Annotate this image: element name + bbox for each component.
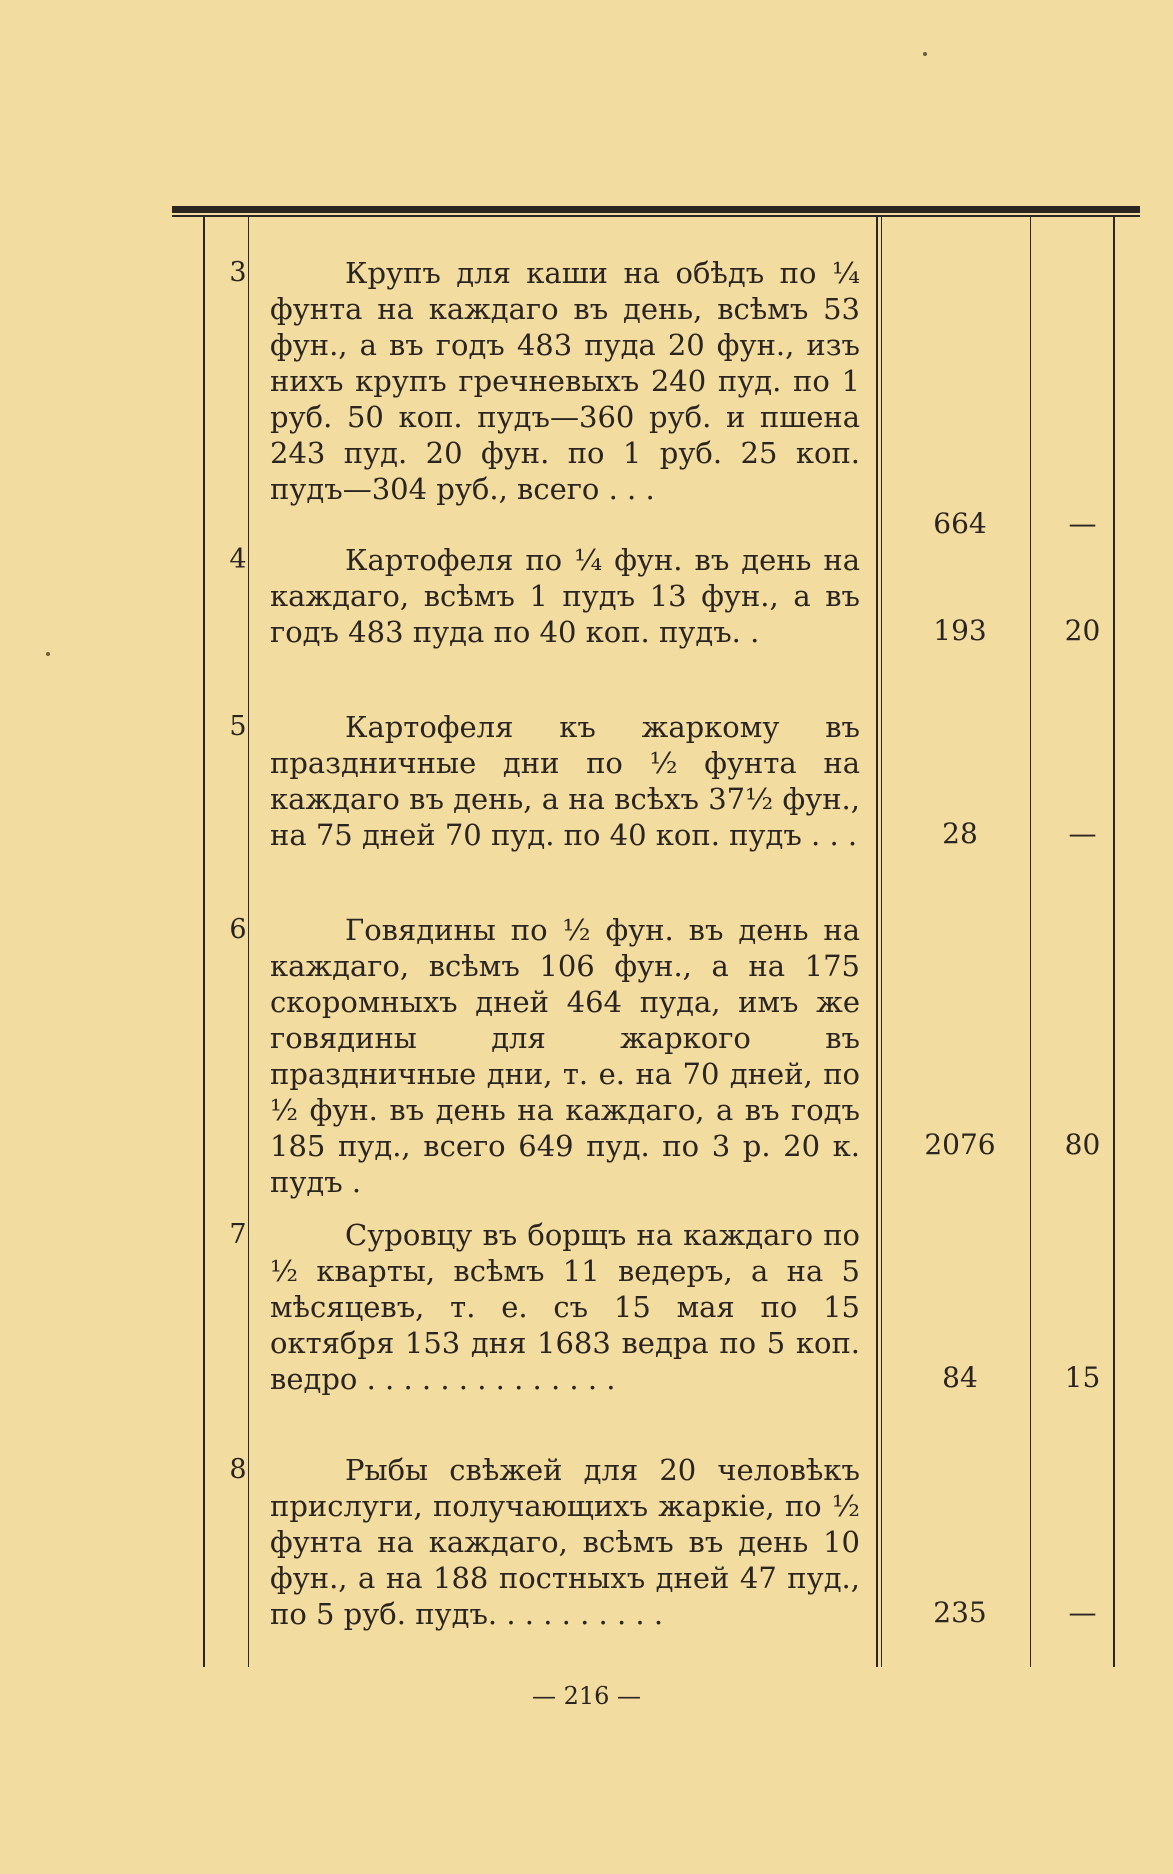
row-kopecks: — — [1068, 817, 1097, 850]
paper-speck — [46, 652, 50, 656]
expense-table — [205, 217, 1135, 1667]
row-number: 3 — [229, 257, 247, 288]
row-kopecks: 80 — [1064, 1128, 1101, 1161]
row-rubles: 235 — [933, 1596, 987, 1629]
row-rubles: 193 — [933, 614, 987, 647]
row-number: 7 — [229, 1219, 247, 1250]
row-text: Картофеля къ жаркому въ праздничные дни по ½ фунта на каждаго въ день, а на всѣхъ 37½ фун., на 75 дней 70 пуд. по 40 коп. пудъ . . . — [270, 710, 860, 852]
page-number: — 216 — — [531, 1682, 642, 1710]
row-rubles: 84 — [942, 1361, 978, 1394]
row-kopecks: 20 — [1064, 614, 1101, 647]
table-top-rule — [172, 206, 1140, 213]
row-rubles: 664 — [933, 507, 987, 540]
row-number: 5 — [229, 711, 247, 742]
row-kopecks: — — [1068, 1596, 1097, 1629]
row-text: Суровцу въ борщъ на каждаго по ½ кварты, всѣмъ 11 ведеръ, а на 5 мѣсяцевъ, т. е. съ 15 мая по 15 октября 153 дня 1683 ведра по 5 коп. ведро . . . . . . . . . . . . . . — [270, 1218, 860, 1396]
row-rubles: 28 — [942, 817, 978, 850]
row-kopecks: — — [1068, 507, 1097, 540]
row-number: 4 — [229, 544, 247, 575]
paper-speck — [923, 52, 927, 56]
row-rubles: 2076 — [924, 1128, 996, 1161]
row-number: 8 — [229, 1454, 247, 1485]
row-text: Говядины по ½ фун. въ день на каждаго, всѣмъ 106 фун., а на 175 скоромныхъ дней 464 пуда, имъ же говядины для жаркого въ праздничные дни, т. е. на 70 дней, по ½ фун. въ день на каждаго, а въ годъ 185 пуд., всего 649 пуд. по 3 р. 20 к. пудъ . — [270, 913, 860, 1199]
row-text: Рыбы свѣжей для 20 человѣкъ прислуги, получающихъ жаркіе, по ½ фунта на каждаго, всѣмъ въ день 10 фун., а на 188 постныхъ дней 47 пуд., по 5 руб. пудъ. . . . . . . . . . — [270, 1453, 860, 1631]
row-text: Крупъ для каши на обѣдъ по ¼ фунта на каждаго въ день, всѣмъ 53 фун., а въ годъ 483 пуда 20 фун., изъ нихъ крупъ гречневыхъ 240 пуд. по 1 руб. 50 коп. пудъ—360 руб. и пшена 243 пуд. 20 фун. по 1 руб. 25 коп. пудъ—304 руб., всего . . . — [270, 256, 860, 506]
row-number: 6 — [229, 914, 247, 945]
row-kopecks: 15 — [1064, 1361, 1101, 1394]
row-text: Картофеля по ¼ фун. въ день на каждаго, всѣмъ 1 пудъ 13 фун., а въ годъ 483 пуда по 40 коп. пудъ. . — [270, 543, 860, 649]
